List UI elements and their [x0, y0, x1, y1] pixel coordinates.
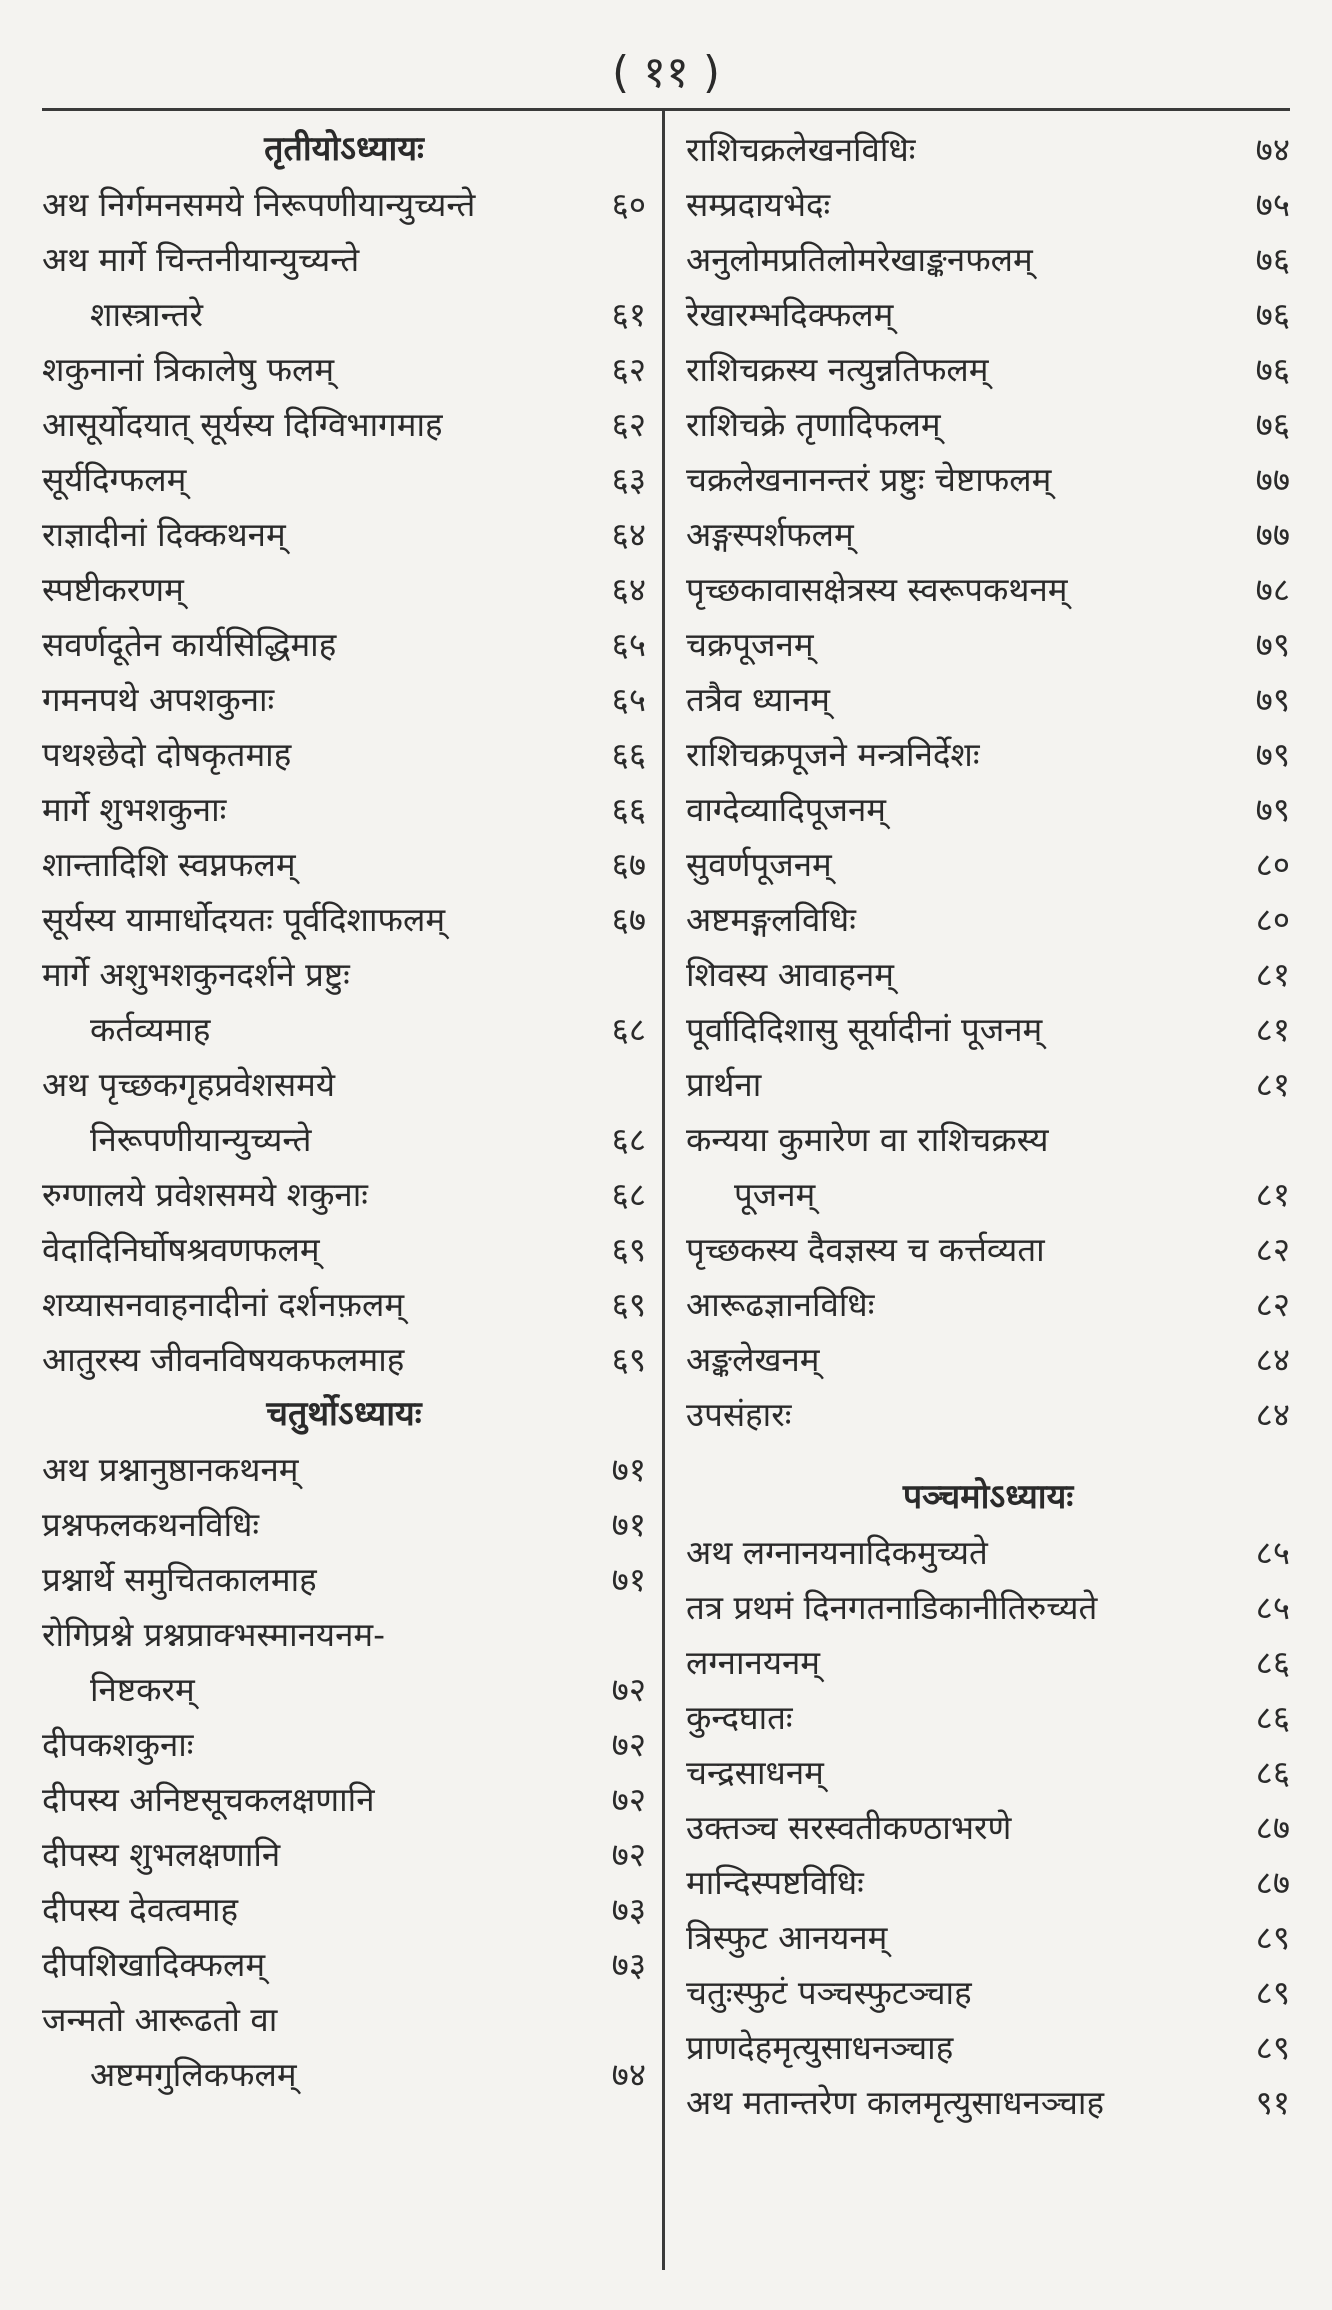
toc-entry [686, 1002, 1290, 1057]
toc-entry-page: ६३ [611, 460, 646, 499]
toc-entry-title: अनुलोमप्रतिलोमरेखाङ्कनफलम् [686, 240, 1033, 279]
toc-entry [686, 232, 1290, 287]
toc-entry-page: ६९ [611, 1230, 646, 1269]
toc-entry [42, 507, 646, 562]
toc-entry-title: चक्रलेखनानन्तरं प्रष्टुः चेष्टाफलम् [686, 460, 1052, 499]
toc-entry-title: राशिचक्रलेखनविधिः [686, 130, 916, 169]
toc-entry-title: आसूर्योदयात् सूर्यस्य दिग्विभागमाह [42, 405, 443, 444]
toc-entry-title: राशिचक्रपूजने मन्त्रनिर्देशः [686, 735, 980, 774]
toc-entry [686, 122, 1290, 177]
column-divider [662, 110, 665, 2270]
toc-entry-page: ७५ [1255, 185, 1290, 224]
toc-entry [686, 837, 1290, 892]
toc-entry-title: दीपशिखादिक्फलम् [42, 1945, 266, 1984]
toc-entry-page: ६१ [611, 295, 646, 334]
toc-entry-page: ७९ [1255, 680, 1290, 719]
toc-entry-page: ८९ [1255, 1918, 1290, 1957]
toc-entry-page: ६२ [611, 350, 646, 389]
toc-entry-title: तत्र प्रथमं दिनगतनाडिकानीतिरुच्यते [686, 1588, 1098, 1627]
toc-entry-title: चक्रपूजनम् [686, 625, 814, 664]
toc-entry-page: ७६ [1255, 405, 1290, 444]
toc-entry-page: ६९ [611, 1285, 646, 1324]
toc-entry [42, 1497, 646, 1552]
toc-entry-page: ८५ [1255, 1533, 1290, 1572]
toc-entry-page: ८६ [1255, 1698, 1290, 1737]
toc-entry [686, 1580, 1290, 1635]
toc-entry-title: कुन्दघातः [686, 1698, 793, 1737]
toc-entry-page: ६८ [611, 1175, 646, 1214]
chapter-heading-text: चतुर्थोऽध्यायः [266, 1394, 422, 1434]
toc-entry [42, 1222, 646, 1277]
toc-entry-title: अङ्कलेखनम् [686, 1340, 820, 1379]
toc-entry-title: रोगिप्रश्ने प्रश्नप्राक्भस्मानयनम- [42, 1615, 386, 1654]
toc-entry [42, 232, 646, 287]
toc-entry [686, 342, 1290, 397]
toc-entry-page: ८९ [1255, 1973, 1290, 2012]
toc-entry-page: ८१ [1255, 1175, 1290, 1214]
toc-entry-title: दीपस्य अनिष्टसूचकलक्षणानि [42, 1780, 375, 1819]
toc-entry-page: ७७ [1255, 460, 1290, 499]
toc-entry-page: ७२ [611, 1835, 646, 1874]
toc-entry-page: ७९ [1255, 735, 1290, 774]
toc-entry-title: चन्द्रसाधनम् [686, 1753, 824, 1792]
toc-entry-continuation [42, 1662, 646, 1717]
toc-entry-page: ८० [1255, 900, 1290, 939]
toc-entry [42, 452, 646, 507]
toc-entry-title: दीपस्य देवत्वमाह [42, 1890, 239, 1929]
toc-entry-title: निष्टकरम् [90, 1670, 195, 1709]
toc-entry [686, 1332, 1290, 1387]
toc-entry-page: ७४ [1255, 130, 1290, 169]
toc-entry [686, 892, 1290, 947]
chapter-heading-text: तृतीयोऽध्यायः [264, 129, 424, 169]
toc-entry-page: ६४ [611, 570, 646, 609]
toc-entry [686, 2075, 1290, 2130]
toc-entry-page: ६२ [611, 405, 646, 444]
toc-entry [686, 1635, 1290, 1690]
chapter-heading [42, 1387, 646, 1442]
toc-entry-title: अथ मतान्तरेण कालमृत्युसाधनञ्चाह [686, 2083, 1104, 2122]
toc-entry-page: ८० [1255, 845, 1290, 884]
toc-entry-title: अष्टमगुलिकफलम् [90, 2055, 297, 2094]
toc-entry [42, 837, 646, 892]
toc-entry-continuation [686, 1167, 1290, 1222]
toc-entry [686, 1910, 1290, 1965]
toc-entry [686, 452, 1290, 507]
toc-entry [42, 342, 646, 397]
toc-entry-page: ७३ [611, 1890, 646, 1929]
page-number: ( ११ ) [611, 47, 721, 98]
toc-entry [42, 1607, 646, 1662]
toc-entry-title: पृच्छकावासक्षेत्रस्य स्वरूपकथनम् [686, 570, 1068, 609]
toc-entry [42, 562, 646, 617]
toc-entry-title: उपसंहारः [686, 1395, 792, 1434]
toc-entry-page: ८१ [1255, 955, 1290, 994]
toc-entry [686, 1800, 1290, 1855]
toc-entry-page: ८७ [1255, 1863, 1290, 1902]
toc-entry-title: जन्मतो आरूढतो वा [42, 2000, 278, 2039]
toc-entry-page: ८१ [1255, 1065, 1290, 1104]
toc-entry [42, 1552, 646, 1607]
toc-entry [42, 177, 646, 232]
toc-entry-title: अथ पृच्छकगृहप्रवेशसमये [42, 1065, 336, 1104]
toc-entry [42, 617, 646, 672]
toc-entry-title: सम्प्रदायभेदः [686, 185, 831, 224]
chapter-heading [686, 1470, 1290, 1525]
toc-entry-title: तत्रैव ध्यानम् [686, 680, 831, 719]
toc-entry-title: चतुःस्फुटं पञ्चस्फुटञ्चाह [686, 1973, 972, 2012]
toc-entry [42, 397, 646, 452]
toc-entry-page: ८४ [1255, 1340, 1290, 1379]
toc-entry [686, 727, 1290, 782]
toc-entry-title: स्पष्टीकरणम् [42, 570, 184, 609]
toc-entry-title: सवर्णदूतेन कार्यसिद्धिमाह [42, 625, 337, 664]
toc-entry-title: प्रार्थना [686, 1065, 762, 1104]
toc-entry [42, 947, 646, 1002]
toc-entry [686, 617, 1290, 672]
toc-entry [686, 1277, 1290, 1332]
toc-entry [686, 1057, 1290, 1112]
toc-entry [42, 672, 646, 727]
toc-entry-page: ८२ [1255, 1230, 1290, 1269]
toc-entry [686, 397, 1290, 452]
toc-entry-title: दीपकशकुनाः [42, 1725, 194, 1764]
toc-entry-title: पथश्छेदो दोषकृतमाह [42, 735, 292, 774]
toc-entry-continuation [42, 1002, 646, 1057]
toc-entry [42, 782, 646, 837]
toc-entry-title: राज्ञादीनां दिक्कथनम् [42, 515, 286, 554]
toc-entry-page: ६७ [611, 845, 646, 884]
toc-entry [686, 1855, 1290, 1910]
toc-entry-continuation [42, 287, 646, 342]
toc-entry [42, 1992, 646, 2047]
toc-entry-title: शकुनानां त्रिकालेषु फलम् [42, 350, 335, 389]
toc-entry [42, 1717, 646, 1772]
toc-entry-page: ८५ [1255, 1588, 1290, 1627]
toc-entry-page: ७२ [611, 1780, 646, 1819]
toc-entry-title: सूर्यस्य यामार्धोदयतः पूर्वदिशाफलम् [42, 900, 446, 939]
toc-entry [686, 947, 1290, 1002]
toc-entry [686, 2020, 1290, 2075]
toc-entry-page: ७७ [1255, 515, 1290, 554]
toc-entry-title: अष्टमङ्गलविधिः [686, 900, 856, 939]
toc-entry-title: त्रिस्फुट आनयनम् [686, 1918, 888, 1957]
header-rule [42, 108, 1290, 111]
toc-entry-page: ८६ [1255, 1753, 1290, 1792]
toc-entry [686, 672, 1290, 727]
toc-entry-page: ८६ [1255, 1643, 1290, 1682]
toc-entry [686, 782, 1290, 837]
toc-entry-title: राशिचक्रे तृणादिफलम् [686, 405, 941, 444]
toc-entry-title: अथ प्रश्नानुष्ठानकथनम् [42, 1450, 299, 1489]
toc-entry-title: राशिचक्रस्य नत्युन्नतिफलम् [686, 350, 989, 389]
toc-entry-page: ७९ [1255, 625, 1290, 664]
toc-entry-title: उक्तञ्च सरस्वतीकण्ठाभरणे [686, 1808, 1012, 1847]
toc-entry-title: लग्नानयनम् [686, 1643, 821, 1682]
toc-entry [686, 1745, 1290, 1800]
toc-entry [42, 1772, 646, 1827]
toc-entry-page: ७१ [611, 1450, 646, 1489]
chapter-heading [42, 122, 646, 177]
toc-entry-page: ८२ [1255, 1285, 1290, 1324]
toc-entry-title: शिवस्य आवाहनम् [686, 955, 894, 994]
toc-entry [686, 507, 1290, 562]
toc-entry [42, 1442, 646, 1497]
toc-entry-title: सूर्यदिग्फलम् [42, 460, 187, 499]
toc-entry-title: शय्यासनवाहनादीनां दर्शनफ़लम् [42, 1285, 405, 1324]
toc-entry-page: ७१ [611, 1505, 646, 1544]
toc-entry-title: प्रश्नफलकथनविधिः [42, 1505, 260, 1544]
toc-entry [686, 1387, 1290, 1442]
toc-entry-page: ७२ [611, 1725, 646, 1764]
toc-entry-title: कन्यया कुमारेण वा राशिचक्रस्य [686, 1120, 1049, 1159]
toc-entry [42, 1882, 646, 1937]
toc-entry-title: पृच्छकस्य दैवज्ञस्य च कर्त्तव्यता [686, 1230, 1045, 1269]
toc-entry [686, 1690, 1290, 1745]
toc-entry-title: सुवर्णपूजनम् [686, 845, 832, 884]
toc-entry [686, 287, 1290, 342]
toc-entry-title: प्राणदेहमृत्युसाधनञ्चाह [686, 2028, 954, 2067]
toc-entry-title: शास्त्रान्तरे [90, 295, 204, 334]
toc-entry-page: ६८ [611, 1120, 646, 1159]
toc-entry-page: ७२ [611, 1670, 646, 1709]
toc-entry-title: आरूढज्ञानविधिः [686, 1285, 875, 1324]
toc-entry-title: निरूपणीयान्युच्यन्ते [90, 1120, 312, 1159]
toc-entry [42, 1277, 646, 1332]
toc-entry [686, 1525, 1290, 1580]
toc-entry-page: ७३ [611, 1945, 646, 1984]
toc-entry-title: मार्गे अशुभशकुनदर्शने प्रष्टुः [42, 955, 350, 994]
toc-entry-page: ६४ [611, 515, 646, 554]
toc-entry [686, 562, 1290, 617]
toc-entry-title: गमनपथे अपशकुनाः [42, 680, 275, 719]
toc-entry-page: ६५ [611, 680, 646, 719]
toc-entry [42, 892, 646, 947]
toc-entry-title: रेखारम्भदिक्फलम् [686, 295, 894, 334]
toc-entry-page: ८७ [1255, 1808, 1290, 1847]
toc-entry-title: वाग्देव्यादिपूजनम् [686, 790, 887, 829]
toc-entry-page: ७८ [1255, 570, 1290, 609]
toc-entry-title: दीपस्य शुभलक्षणानि [42, 1835, 281, 1874]
toc-entry-title: रुग्णालये प्रवेशसमये शकुनाः [42, 1175, 368, 1214]
toc-entry-title: आतुरस्य जीवनविषयकफलमाह [42, 1340, 405, 1379]
toc-entry-page: ७६ [1255, 350, 1290, 389]
toc-left-column [42, 122, 646, 2102]
toc-entry-title: अङ्गस्पर्शफलम् [686, 515, 854, 554]
toc-entry-page: ६० [611, 185, 646, 224]
toc-entry-page: ८१ [1255, 1010, 1290, 1049]
toc-entry-page: ७९ [1255, 790, 1290, 829]
toc-entry-title: वेदादिनिर्घोषश्रवणफलम् [42, 1230, 320, 1269]
toc-entry-title: कर्तव्यमाह [90, 1010, 211, 1049]
toc-entry-title: शान्तादिशि स्वप्नफलम् [42, 845, 296, 884]
toc-entry-page: ६८ [611, 1010, 646, 1049]
toc-entry [42, 727, 646, 782]
toc-entry [42, 1827, 646, 1882]
toc-entry-title: अथ लग्नानयनादिकमुच्यते [686, 1533, 988, 1572]
toc-entry-page: ७१ [611, 1560, 646, 1599]
section-spacer [686, 1442, 1290, 1470]
toc-entry-page: ६७ [611, 900, 646, 939]
toc-entry-page: ७६ [1255, 240, 1290, 279]
toc-entry [42, 1167, 646, 1222]
toc-entry-title: मार्गे शुभशकुनाः [42, 790, 227, 829]
toc-entry-page: ६६ [611, 735, 646, 774]
toc-entry-title: पूर्वादिदिशासु सूर्यादीनां पूजनम् [686, 1010, 1043, 1049]
toc-entry-continuation [42, 2047, 646, 2102]
toc-entry-title: मान्दिस्पष्टविधिः [686, 1863, 864, 1902]
toc-entry-page: ८९ [1255, 2028, 1290, 2067]
toc-entry [42, 1057, 646, 1112]
toc-entry [42, 1937, 646, 1992]
toc-right-column [686, 122, 1290, 2130]
chapter-heading-text: पञ्चमोऽध्यायः [902, 1477, 1074, 1517]
toc-entry-page: ६६ [611, 790, 646, 829]
toc-entry-page: ६५ [611, 625, 646, 664]
toc-entry-title: पूजनम् [734, 1175, 816, 1214]
toc-entry [42, 1332, 646, 1387]
toc-entry-title: प्रश्नार्थे समुचितकालमाह [42, 1560, 317, 1599]
toc-entry [686, 177, 1290, 232]
toc-entry-continuation [42, 1112, 646, 1167]
toc-entry [686, 1112, 1290, 1167]
toc-entry-page: ७४ [611, 2055, 646, 2094]
toc-entry-title: अथ निर्गमनसमये निरूपणीयान्युच्यन्ते [42, 185, 476, 224]
toc-entry-page: ७६ [1255, 295, 1290, 334]
toc-entry-page: ८४ [1255, 1395, 1290, 1434]
toc-entry-page: ९१ [1255, 2083, 1290, 2122]
toc-entry-page: ६९ [611, 1340, 646, 1379]
toc-entry-title: अथ मार्गे चिन्तनीयान्युच्यन्ते [42, 240, 360, 279]
toc-entry [686, 1222, 1290, 1277]
toc-entry [686, 1965, 1290, 2020]
